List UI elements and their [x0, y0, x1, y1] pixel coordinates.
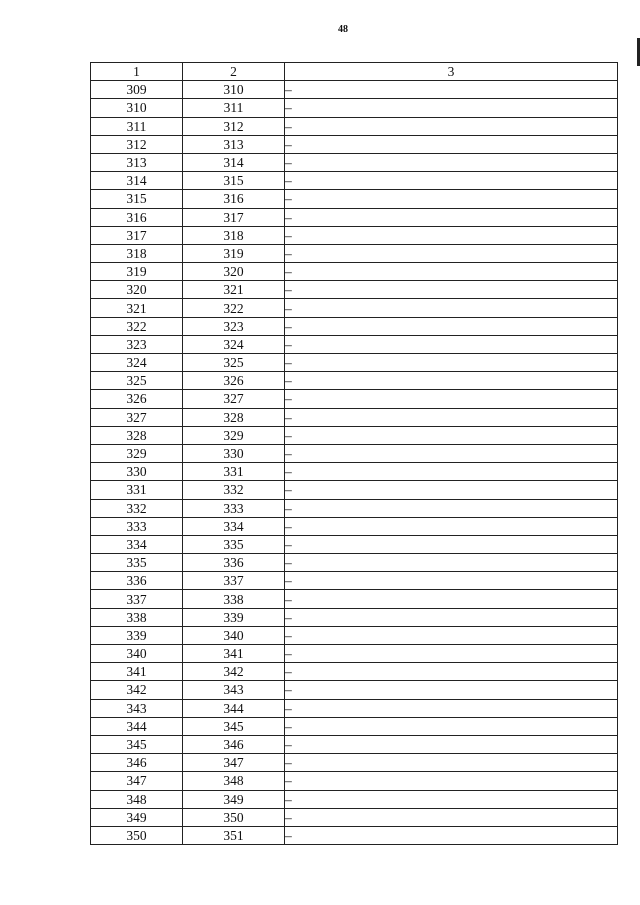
- cell-col-3: –: [285, 299, 618, 317]
- table-row: [91, 517, 618, 535]
- cell-col-1: 332: [91, 499, 183, 517]
- table-row: [91, 626, 618, 644]
- cell-col-1: 341: [91, 663, 183, 681]
- cell-col-3: –: [285, 99, 618, 117]
- table-row: [91, 117, 618, 135]
- cell-col-3: –: [285, 208, 618, 226]
- table-row: [91, 699, 618, 717]
- cell-col-1: 322: [91, 317, 183, 335]
- cell-col-2: 349: [183, 790, 285, 808]
- cell-col-3: –: [285, 226, 618, 244]
- table-row: [91, 281, 618, 299]
- cell-col-1: 331: [91, 481, 183, 499]
- cell-col-3: –: [285, 681, 618, 699]
- cell-col-2: 346: [183, 735, 285, 753]
- cell-col-3: –: [285, 172, 618, 190]
- cell-col-3: –: [285, 754, 618, 772]
- table-row: [91, 372, 618, 390]
- cell-col-1: 314: [91, 172, 183, 190]
- cell-col-2: 332: [183, 481, 285, 499]
- table-row: [91, 645, 618, 663]
- cell-col-1: 349: [91, 808, 183, 826]
- table-row: [91, 190, 618, 208]
- table-row: [91, 717, 618, 735]
- table-row: [91, 790, 618, 808]
- table-row: [91, 81, 618, 99]
- table-row: [91, 390, 618, 408]
- table-row: [91, 808, 618, 826]
- cell-col-3: –: [285, 808, 618, 826]
- cell-col-3: –: [285, 390, 618, 408]
- table-row: [91, 135, 618, 153]
- cell-col-3: –: [285, 408, 618, 426]
- cell-col-2: 341: [183, 645, 285, 663]
- cell-col-1: 348: [91, 790, 183, 808]
- cell-col-1: 338: [91, 608, 183, 626]
- table-row: [91, 208, 618, 226]
- cell-col-3: –: [285, 554, 618, 572]
- cell-col-3: –: [285, 135, 618, 153]
- cell-col-3: –: [285, 663, 618, 681]
- cell-col-2: 320: [183, 263, 285, 281]
- cell-col-1: 313: [91, 153, 183, 171]
- cell-col-3: –: [285, 517, 618, 535]
- column-header-1: 1: [91, 63, 183, 81]
- table-row: [91, 590, 618, 608]
- cell-col-3: –: [285, 772, 618, 790]
- cell-col-1: 342: [91, 681, 183, 699]
- cell-col-3: –: [285, 790, 618, 808]
- cell-col-3: –: [285, 499, 618, 517]
- cell-col-2: 312: [183, 117, 285, 135]
- cell-col-3: –: [285, 645, 618, 663]
- cell-col-1: 327: [91, 408, 183, 426]
- cell-col-1: 346: [91, 754, 183, 772]
- cell-col-2: 329: [183, 426, 285, 444]
- cell-col-3: –: [285, 354, 618, 372]
- table-row: [91, 463, 618, 481]
- cell-col-2: 326: [183, 372, 285, 390]
- table-row: [91, 354, 618, 372]
- cell-col-3: –: [285, 444, 618, 462]
- cell-col-2: 340: [183, 626, 285, 644]
- table-row: [91, 299, 618, 317]
- cell-col-2: 351: [183, 826, 285, 844]
- cell-col-3: –: [285, 335, 618, 353]
- cell-col-3: –: [285, 481, 618, 499]
- table-row: [91, 681, 618, 699]
- table-row: [91, 572, 618, 590]
- table-row: [91, 226, 618, 244]
- cell-col-1: 325: [91, 372, 183, 390]
- cell-col-1: 318: [91, 244, 183, 262]
- cell-col-2: 314: [183, 153, 285, 171]
- table-row: [91, 172, 618, 190]
- cell-col-1: 312: [91, 135, 183, 153]
- cell-col-3: –: [285, 81, 618, 99]
- cell-col-1: 336: [91, 572, 183, 590]
- cell-col-1: 317: [91, 226, 183, 244]
- cell-col-2: 315: [183, 172, 285, 190]
- cell-col-3: –: [285, 153, 618, 171]
- table-row: [91, 499, 618, 517]
- cell-col-1: 310: [91, 99, 183, 117]
- cell-col-1: 309: [91, 81, 183, 99]
- cell-col-2: 322: [183, 299, 285, 317]
- cell-col-1: 340: [91, 645, 183, 663]
- cell-col-2: 331: [183, 463, 285, 481]
- cell-col-1: 321: [91, 299, 183, 317]
- table-row: [91, 608, 618, 626]
- cell-col-1: 333: [91, 517, 183, 535]
- cell-col-1: 350: [91, 826, 183, 844]
- cell-col-3: –: [285, 699, 618, 717]
- cell-col-1: 316: [91, 208, 183, 226]
- cell-col-2: 345: [183, 717, 285, 735]
- cell-col-2: 343: [183, 681, 285, 699]
- table-row: [91, 408, 618, 426]
- cell-col-3: –: [285, 826, 618, 844]
- cell-col-2: 323: [183, 317, 285, 335]
- table-row: [91, 426, 618, 444]
- cell-col-2: 339: [183, 608, 285, 626]
- cell-col-2: 310: [183, 81, 285, 99]
- table-row: [91, 99, 618, 117]
- page-number: 48: [338, 24, 348, 35]
- table-row: [91, 244, 618, 262]
- cell-col-1: 337: [91, 590, 183, 608]
- cell-col-1: 311: [91, 117, 183, 135]
- column-header-2: 2: [183, 63, 285, 81]
- cell-col-2: 347: [183, 754, 285, 772]
- cell-col-1: 320: [91, 281, 183, 299]
- cell-col-3: –: [285, 535, 618, 553]
- cell-col-3: –: [285, 717, 618, 735]
- table-row: [91, 826, 618, 844]
- cell-col-1: 328: [91, 426, 183, 444]
- cell-col-3: –: [285, 590, 618, 608]
- cell-col-3: –: [285, 426, 618, 444]
- cell-col-1: 326: [91, 390, 183, 408]
- cell-col-1: 319: [91, 263, 183, 281]
- table-row: [91, 444, 618, 462]
- cell-col-3: –: [285, 463, 618, 481]
- table-header-row: [91, 63, 618, 81]
- cell-col-3: –: [285, 608, 618, 626]
- cell-col-1: 334: [91, 535, 183, 553]
- table-row: [91, 663, 618, 681]
- cell-col-2: 321: [183, 281, 285, 299]
- cell-col-2: 344: [183, 699, 285, 717]
- cell-col-3: –: [285, 372, 618, 390]
- column-header-3: 3: [285, 63, 618, 81]
- cell-col-2: 337: [183, 572, 285, 590]
- cell-col-3: –: [285, 572, 618, 590]
- table-row: [91, 772, 618, 790]
- cell-col-1: 344: [91, 717, 183, 735]
- cell-col-3: –: [285, 281, 618, 299]
- cell-col-3: –: [285, 190, 618, 208]
- cell-col-1: 345: [91, 735, 183, 753]
- cell-col-1: 330: [91, 463, 183, 481]
- cell-col-2: 316: [183, 190, 285, 208]
- cell-col-2: 342: [183, 663, 285, 681]
- cell-col-2: 318: [183, 226, 285, 244]
- cell-col-2: 338: [183, 590, 285, 608]
- cell-col-2: 327: [183, 390, 285, 408]
- cell-col-1: 324: [91, 354, 183, 372]
- data-table: [90, 62, 618, 845]
- cell-col-2: 330: [183, 444, 285, 462]
- cell-col-3: –: [285, 244, 618, 262]
- cell-col-3: –: [285, 317, 618, 335]
- cell-col-2: 333: [183, 499, 285, 517]
- table-row: [91, 735, 618, 753]
- cell-col-2: 313: [183, 135, 285, 153]
- cell-col-3: –: [285, 626, 618, 644]
- cell-col-2: 335: [183, 535, 285, 553]
- cell-col-3: –: [285, 735, 618, 753]
- cell-col-1: 329: [91, 444, 183, 462]
- cell-col-2: 348: [183, 772, 285, 790]
- cell-col-2: 328: [183, 408, 285, 426]
- table-row: [91, 153, 618, 171]
- table-row: [91, 535, 618, 553]
- table-row: [91, 335, 618, 353]
- cell-col-1: 343: [91, 699, 183, 717]
- cell-col-2: 319: [183, 244, 285, 262]
- cell-col-1: 339: [91, 626, 183, 644]
- cell-col-3: –: [285, 117, 618, 135]
- cell-col-2: 325: [183, 354, 285, 372]
- table-row: [91, 554, 618, 572]
- cell-col-2: 311: [183, 99, 285, 117]
- cell-col-1: 323: [91, 335, 183, 353]
- cell-col-2: 350: [183, 808, 285, 826]
- table-row: [91, 317, 618, 335]
- cell-col-1: 315: [91, 190, 183, 208]
- cell-col-2: 334: [183, 517, 285, 535]
- cell-col-2: 324: [183, 335, 285, 353]
- cell-col-1: 335: [91, 554, 183, 572]
- cell-col-2: 317: [183, 208, 285, 226]
- table-row: [91, 754, 618, 772]
- cell-col-1: 347: [91, 772, 183, 790]
- cell-col-2: 336: [183, 554, 285, 572]
- cell-col-3: –: [285, 263, 618, 281]
- table-row: [91, 263, 618, 281]
- table-row: [91, 481, 618, 499]
- table-body: [91, 81, 618, 845]
